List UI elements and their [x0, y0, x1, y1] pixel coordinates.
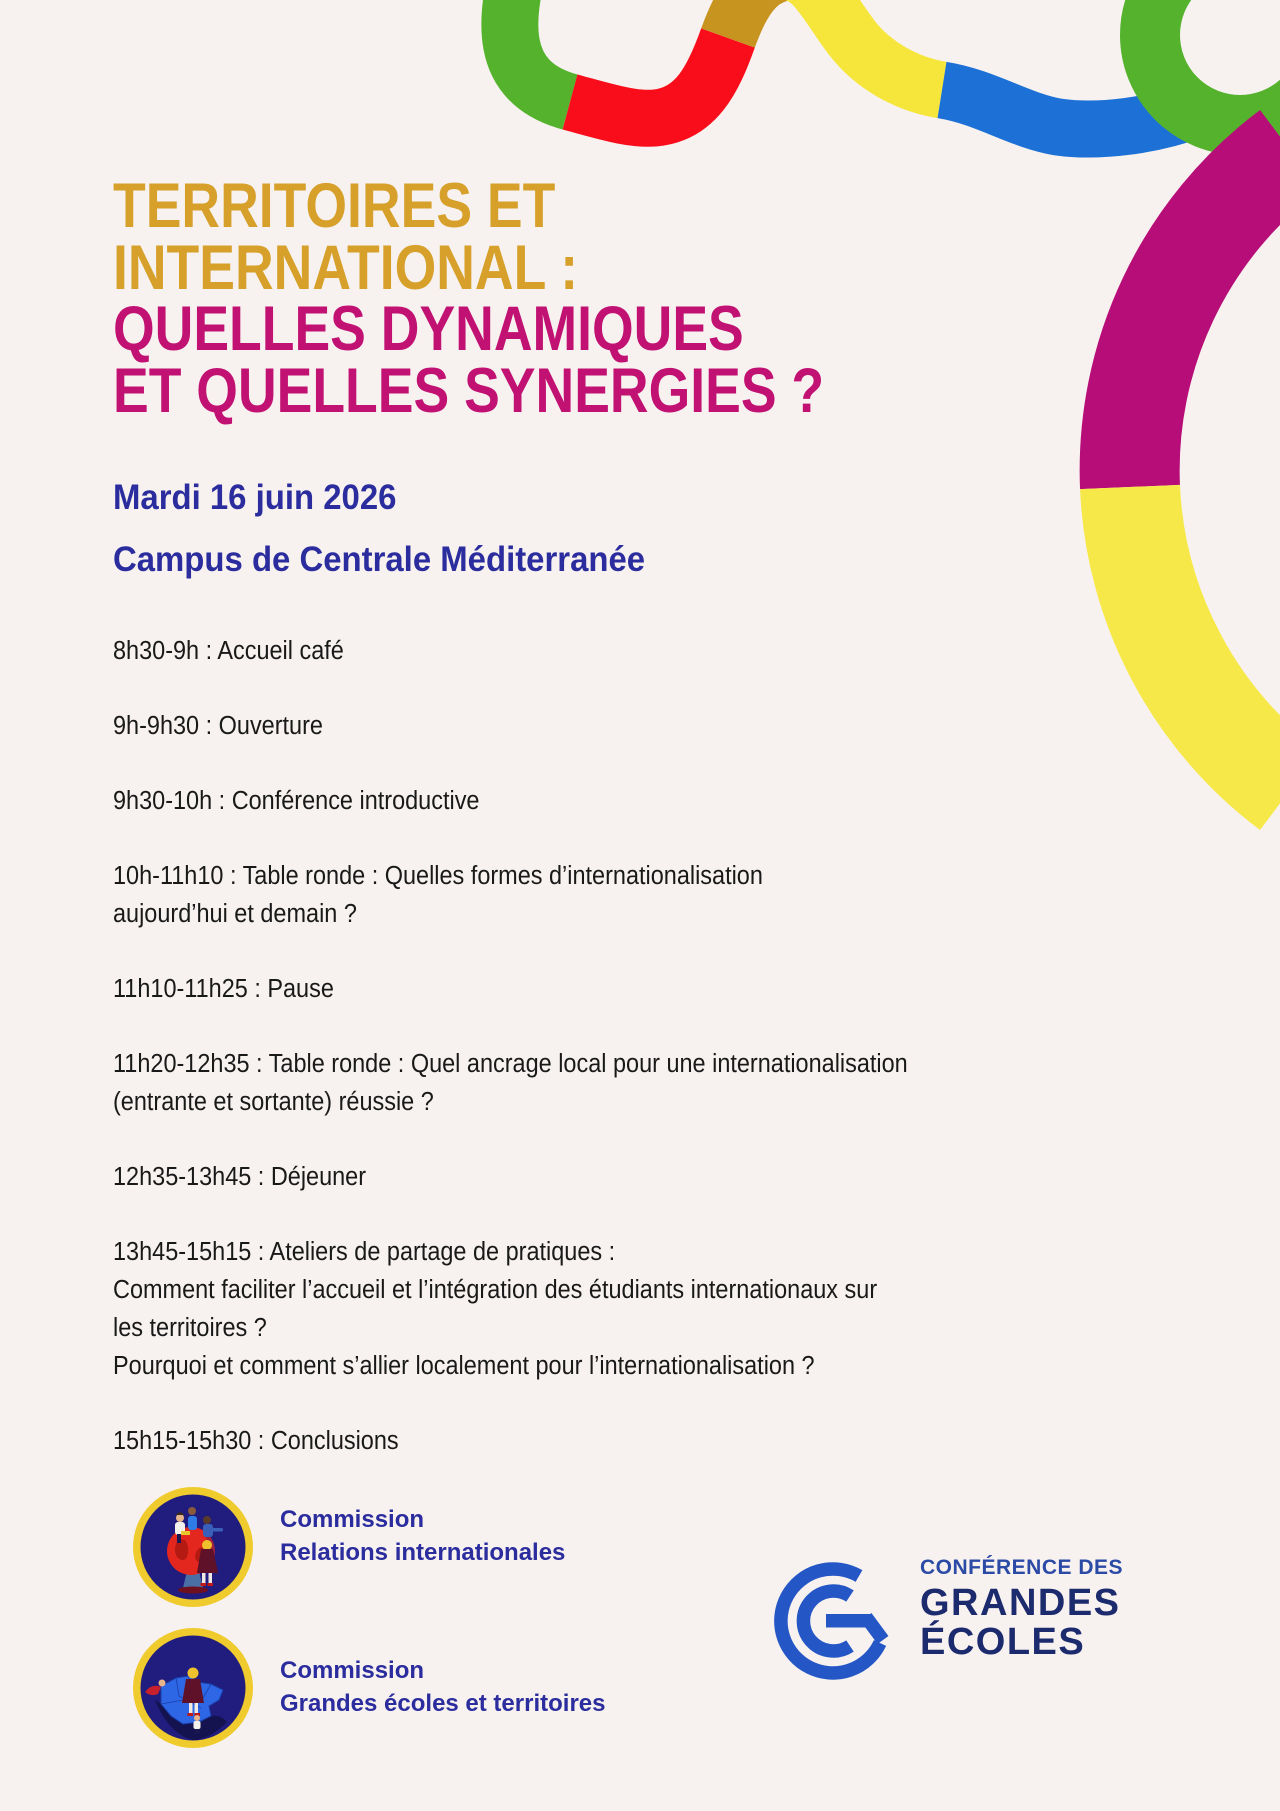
wave-blue-segment	[942, 90, 1195, 129]
commission-ri-label: Commission Relations internationales	[280, 1506, 566, 1566]
schedule-item-pause: 11h10-11h25 : Pause	[113, 975, 334, 1003]
schedule-item-table-ronde-2: 11h20-12h35 : Table ronde : Quel ancrage local pour une internationalisation (entrante et sortante) réussie ?	[113, 1050, 908, 1116]
magenta-ring-arc	[1130, 150, 1280, 487]
cge-monogram-icon	[768, 1556, 898, 1686]
decorative-ribbon-graphic	[0, 0, 1280, 900]
wave-yellow-segment	[782, 0, 942, 90]
wave-green-segment	[510, 0, 570, 102]
event-date: Mardi 16 juin 2026	[113, 478, 397, 517]
title-line-3: QUELLES DYNAMIQUES	[113, 294, 744, 364]
schedule-item-accueil: 8h30-9h : Accueil café	[113, 637, 344, 665]
schedule-item-dejeuner: 12h35-13h45 : Déjeuner	[113, 1163, 367, 1191]
wave-gold-segment	[728, 0, 782, 38]
cge-logo-line-2: GRANDES	[920, 1582, 1121, 1624]
title-line-4: ET QUELLES SYNERGIES ?	[113, 355, 825, 426]
schedule-item-ateliers: 13h45-15h15 : Ateliers de partage de pratiques : Comment faciliter l’accueil et l’intégration des étudiants internationaux sur les territoires ? Pourquoi et comment s’allier localement pour l’internationalisation ?	[113, 1238, 878, 1380]
poster-title	[113, 171, 950, 426]
schedule-item-table-ronde-1: 10h-11h10 : Table ronde : Quelles formes d’internationalisation aujourd’hui et demain ?	[113, 862, 763, 928]
commission-get-label: Commission Grandes écoles et territoires	[280, 1657, 606, 1717]
schedule-item-conference: 9h30-10h : Conférence introductive	[113, 787, 480, 815]
globe-people-badge-icon	[131, 1485, 255, 1609]
schedule-item-ouverture: 9h-9h30 : Ouverture	[113, 712, 323, 740]
cge-logo-line-3: ÉCOLES	[920, 1621, 1086, 1663]
france-map-badge-icon	[131, 1626, 255, 1750]
green-ring-graphic	[1150, 0, 1280, 125]
event-venue: Campus de Centrale Méditerranée	[113, 540, 646, 579]
yellow-ring-arc	[1130, 487, 1280, 790]
title-line-1: TERRITOIRES ET	[113, 171, 556, 241]
cge-logo-line-1: CONFÉRENCE DES	[920, 1556, 1124, 1579]
wave-red-segment	[570, 38, 728, 118]
title-line-2: INTERNATIONAL :	[113, 232, 579, 303]
schedule-item-conclusions: 15h15-15h30 : Conclusions	[113, 1427, 399, 1455]
